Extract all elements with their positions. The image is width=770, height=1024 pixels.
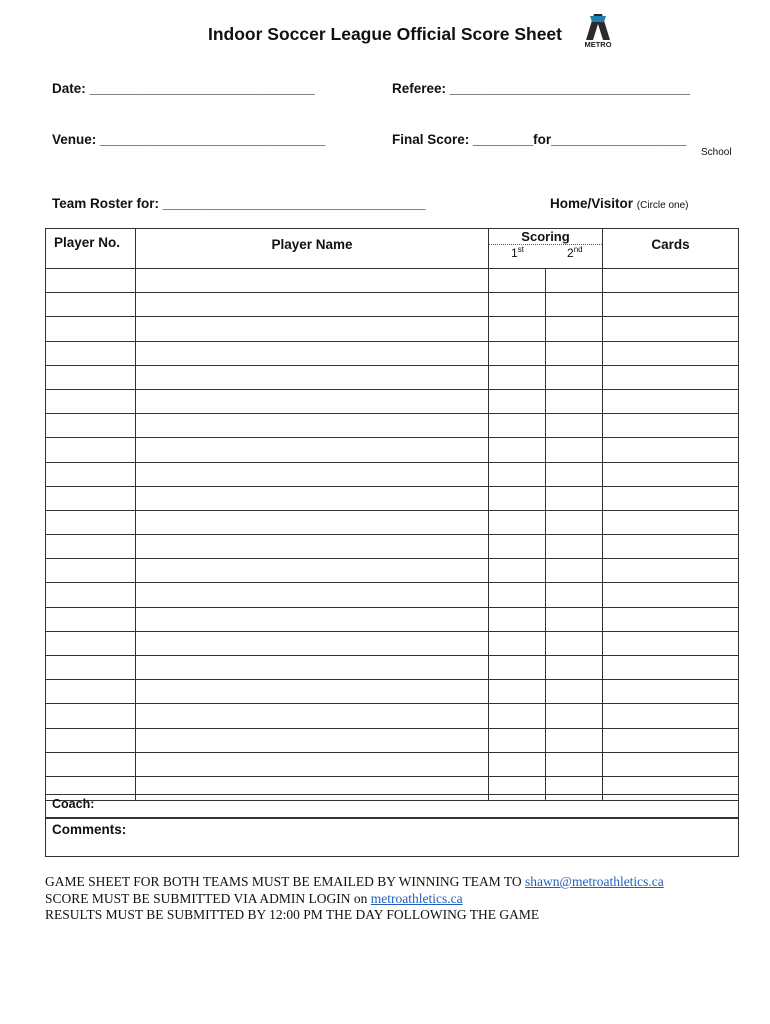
- footer-line-1: GAME SHEET FOR BOTH TEAMS MUST BE EMAILED BY WINNING TEAM TO shawn@metroathletics.ca: [45, 874, 664, 889]
- player-no-cell[interactable]: [46, 704, 136, 728]
- school-caption: School: [701, 147, 732, 158]
- cards-cell[interactable]: [603, 389, 739, 413]
- table-row: [46, 389, 739, 413]
- cards-cell[interactable]: [603, 462, 739, 486]
- player-no-cell[interactable]: [46, 317, 136, 341]
- first-half-cell[interactable]: [489, 535, 546, 559]
- cards-cell[interactable]: [603, 317, 739, 341]
- player-no-cell[interactable]: [46, 535, 136, 559]
- first-half-cell[interactable]: [489, 583, 546, 607]
- table-row: [46, 535, 739, 559]
- player-name-cell[interactable]: [136, 656, 489, 680]
- player-no-cell[interactable]: [46, 583, 136, 607]
- player-name-cell[interactable]: [136, 510, 489, 534]
- roster-header-row: [46, 229, 739, 269]
- first-half-cell[interactable]: [489, 752, 546, 776]
- table-row: [46, 704, 739, 728]
- player-name-cell[interactable]: [136, 389, 489, 413]
- coach-label: Coach:: [52, 797, 95, 811]
- second-half-cell[interactable]: [546, 317, 603, 341]
- second-half-cell[interactable]: [546, 535, 603, 559]
- second-half-cell[interactable]: [546, 583, 603, 607]
- first-half-cell[interactable]: [489, 317, 546, 341]
- player-no-cell[interactable]: [46, 486, 136, 510]
- second-half-cell[interactable]: [546, 728, 603, 752]
- first-half-cell[interactable]: [489, 389, 546, 413]
- header-cards: Cards: [603, 229, 739, 269]
- comments-label: Comments:: [52, 822, 127, 837]
- cards-cell[interactable]: [603, 365, 739, 389]
- email-link[interactable]: shawn@metroathletics.ca: [525, 874, 664, 889]
- first-half-cell[interactable]: [489, 559, 546, 583]
- player-name-cell[interactable]: [136, 535, 489, 559]
- first-half-cell[interactable]: [489, 656, 546, 680]
- second-half-cell[interactable]: [546, 752, 603, 776]
- second-half-cell[interactable]: [546, 656, 603, 680]
- player-no-cell[interactable]: [46, 607, 136, 631]
- table-row: [46, 365, 739, 389]
- second-half-cell[interactable]: [546, 680, 603, 704]
- table-row: [46, 293, 739, 317]
- player-name-cell[interactable]: [136, 486, 489, 510]
- logo-text: METRO: [584, 40, 612, 49]
- second-half-cell[interactable]: [546, 341, 603, 365]
- cards-cell[interactable]: [603, 535, 739, 559]
- player-name-cell[interactable]: [136, 607, 489, 631]
- cards-cell[interactable]: [603, 704, 739, 728]
- player-no-cell[interactable]: [46, 559, 136, 583]
- table-row: [46, 438, 739, 462]
- cards-cell[interactable]: [603, 607, 739, 631]
- home-visitor-field[interactable]: [550, 196, 688, 211]
- player-no-cell[interactable]: [46, 728, 136, 752]
- second-half-cell[interactable]: [546, 389, 603, 413]
- player-name-cell[interactable]: [136, 559, 489, 583]
- player-no-cell[interactable]: [46, 341, 136, 365]
- home-visitor-label: Home/Visitor: [550, 196, 634, 211]
- second-half-cell[interactable]: [546, 269, 603, 293]
- cards-cell[interactable]: [603, 559, 739, 583]
- second-half-label: 2nd: [567, 245, 583, 260]
- second-half-cell[interactable]: [546, 365, 603, 389]
- footer-notes: [45, 874, 664, 924]
- player-name-cell[interactable]: [136, 704, 489, 728]
- player-no-cell[interactable]: [46, 752, 136, 776]
- cards-cell[interactable]: [603, 680, 739, 704]
- cards-cell[interactable]: [603, 341, 739, 365]
- cards-cell[interactable]: [603, 510, 739, 534]
- first-half-cell[interactable]: [489, 438, 546, 462]
- second-half-cell[interactable]: [546, 438, 603, 462]
- second-half-cell[interactable]: [546, 510, 603, 534]
- player-name-cell[interactable]: [136, 414, 489, 438]
- first-half-cell[interactable]: [489, 462, 546, 486]
- player-no-cell[interactable]: [46, 414, 136, 438]
- first-half-cell[interactable]: [489, 341, 546, 365]
- player-name-cell[interactable]: [136, 269, 489, 293]
- first-half-cell[interactable]: [489, 728, 546, 752]
- table-row: [46, 510, 739, 534]
- table-row: [46, 631, 739, 655]
- table-row: [46, 680, 739, 704]
- second-half-cell[interactable]: [546, 486, 603, 510]
- cards-cell[interactable]: [603, 583, 739, 607]
- second-half-cell[interactable]: [546, 607, 603, 631]
- table-row: [46, 583, 739, 607]
- cards-cell[interactable]: [603, 656, 739, 680]
- cards-cell[interactable]: [603, 728, 739, 752]
- footer-line-3: RESULTS MUST BE SUBMITTED BY 12:00 PM THE DAY FOLLOWING THE GAME: [45, 907, 540, 922]
- final-score-field[interactable]: Final Score: ________for__________________: [392, 132, 687, 147]
- table-row: [46, 269, 739, 293]
- table-row: [46, 607, 739, 631]
- player-name-cell[interactable]: [136, 583, 489, 607]
- table-row: [46, 341, 739, 365]
- cards-cell[interactable]: [603, 631, 739, 655]
- player-no-cell[interactable]: [46, 680, 136, 704]
- roster-body: [46, 269, 739, 801]
- venue-field[interactable]: Venue: ______________________________: [52, 132, 326, 147]
- player-name-cell[interactable]: [136, 341, 489, 365]
- coach-box[interactable]: [45, 794, 739, 818]
- table-row: [46, 317, 739, 341]
- circle-one-note: (Circle one): [636, 200, 689, 211]
- second-half-cell[interactable]: [546, 704, 603, 728]
- first-half-cell[interactable]: [489, 704, 546, 728]
- first-half-cell[interactable]: [489, 269, 546, 293]
- player-name-cell[interactable]: [136, 317, 489, 341]
- referee-field[interactable]: Referee: ________________________________: [392, 81, 691, 96]
- player-name-cell[interactable]: [136, 365, 489, 389]
- second-half-cell[interactable]: [546, 293, 603, 317]
- header-player-name: Player Name: [136, 229, 489, 269]
- first-half-cell[interactable]: [489, 680, 546, 704]
- header-player-no: Player No.: [46, 229, 136, 269]
- table-row: [46, 752, 739, 776]
- comments-box[interactable]: [45, 818, 739, 857]
- table-row: [46, 414, 739, 438]
- first-half-cell[interactable]: [489, 510, 546, 534]
- metro-logo: [580, 12, 616, 52]
- player-name-cell[interactable]: [136, 631, 489, 655]
- website-link[interactable]: metroathletics.ca: [370, 890, 463, 906]
- first-half-cell[interactable]: [489, 414, 546, 438]
- date-field[interactable]: Date: ______________________________: [52, 81, 315, 96]
- player-name-cell[interactable]: [136, 680, 489, 704]
- player-name-cell[interactable]: [136, 728, 489, 752]
- second-half-cell[interactable]: [546, 631, 603, 655]
- first-half-cell[interactable]: [489, 607, 546, 631]
- second-half-cell[interactable]: [546, 462, 603, 486]
- player-no-cell[interactable]: [46, 365, 136, 389]
- cards-cell[interactable]: [603, 752, 739, 776]
- player-name-cell[interactable]: [136, 462, 489, 486]
- player-no-cell[interactable]: [46, 438, 136, 462]
- player-name-cell[interactable]: [136, 293, 489, 317]
- player-no-cell[interactable]: [46, 462, 136, 486]
- player-no-cell[interactable]: [46, 510, 136, 534]
- scoring-label: Scoring: [489, 230, 602, 245]
- cards-cell[interactable]: [603, 414, 739, 438]
- table-row: [46, 656, 739, 680]
- second-half-cell[interactable]: [546, 414, 603, 438]
- player-no-cell[interactable]: [46, 631, 136, 655]
- metro-logo-icon: [580, 12, 616, 52]
- table-row: [46, 728, 739, 752]
- first-half-cell[interactable]: [489, 293, 546, 317]
- table-row: [46, 486, 739, 510]
- player-no-cell[interactable]: [46, 389, 136, 413]
- player-no-cell[interactable]: [46, 293, 136, 317]
- cards-cell[interactable]: [603, 438, 739, 462]
- team-roster-field[interactable]: Team Roster for: ___________________________________: [52, 196, 426, 211]
- first-half-label: 1st: [511, 245, 524, 260]
- first-half-cell[interactable]: [489, 631, 546, 655]
- footer-line-2: SCORE MUST BE SUBMITTED VIA ADMIN LOGIN on metroathletics.ca: [45, 890, 463, 906]
- player-name-cell[interactable]: [136, 752, 489, 776]
- cards-cell[interactable]: [603, 293, 739, 317]
- header-scoring: [489, 229, 603, 269]
- cards-cell[interactable]: [603, 486, 739, 510]
- first-half-cell[interactable]: [489, 365, 546, 389]
- table-row: [46, 462, 739, 486]
- player-no-cell[interactable]: [46, 656, 136, 680]
- player-name-cell[interactable]: [136, 438, 489, 462]
- table-row: [46, 559, 739, 583]
- cards-cell[interactable]: [603, 269, 739, 293]
- first-half-cell[interactable]: [489, 486, 546, 510]
- second-half-cell[interactable]: [546, 559, 603, 583]
- player-no-cell[interactable]: [46, 269, 136, 293]
- page-title: Indoor Soccer League Official Score Sheet: [208, 24, 562, 44]
- roster-table: [45, 228, 739, 801]
